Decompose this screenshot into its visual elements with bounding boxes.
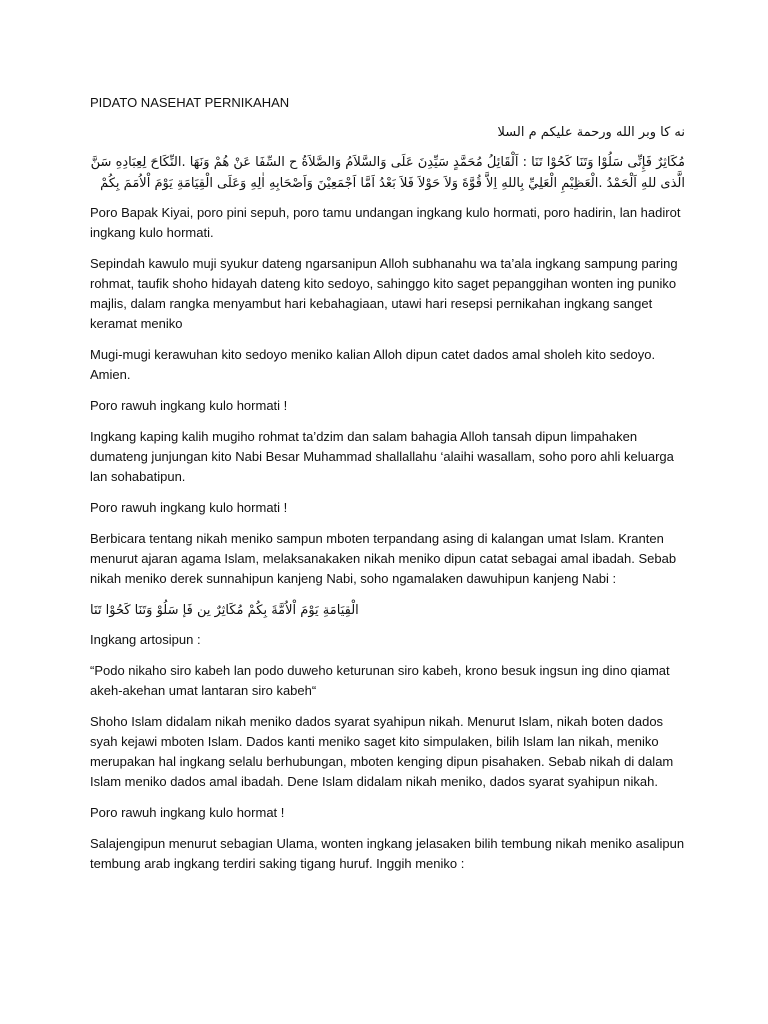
- paragraph-address-2: Poro rawuh ingkang kulo hormati !: [90, 500, 288, 515]
- paragraph-hadith-translation: “Podo nikaho siro kabeh lan podo duweho keturunan siro kabeh, krono besuk ingsun ing dino qiamat akeh-akehan umat lantaran siro kabeh“: [90, 663, 670, 698]
- paragraph-address-3: Poro rawuh ingkang kulo hormat !: [90, 805, 285, 820]
- document-body: [90, 93, 685, 885]
- paragraph-prayer-amal: Mugi-mugi kerawuhan kito sedoyo meniko kalian Alloh dipun catet dados amal sholeh kito sedoyo. Amien.: [90, 347, 656, 382]
- arabic-hadith: الْقِيَامَةِ يَوْمَ اْلاُمَّةَ بِكُمْ مُكَاثِرٌ ىِن فَإ سَلُوْ وَتَنَا كَحُوْا تَنَا: [90, 603, 359, 618]
- arabic-greeting: نه كا وبر الله ورحمة عليكم م السلا: [497, 125, 685, 140]
- paragraph-address-1: Poro rawuh ingkang kulo hormati !: [90, 398, 288, 413]
- paragraph-salawat: Ingkang kaping kalih mugiho rohmat ta’dzim dan salam bahagia Alloh tansah dipun limpahaken dumateng junjungan kito Nabi Besar Muhammad shallallahu ‘alaihi wasallam, soho poro ahli keluarga lan sohabatipun.: [90, 429, 674, 484]
- paragraph-nikah-intro: Berbicara tentang nikah meniko sampun mboten terpandang asing di kalangan umat Islam. Kranten menurut ajaran agama Islam, melaksanakaken nikah meniko dipun catat sebagai amal ibadah. Sebab nikah meniko derek sunnahipun kanjeng Nabi, soho ngamalaken dawuhipun kanjeng Nabi :: [90, 531, 677, 586]
- paragraph-salutation: Poro Bapak Kiyai, poro pini sepuh, poro tamu undangan ingkang kulo hormati, poro hadirin, lan hadirot ingkang kulo hormati.: [90, 205, 681, 240]
- paragraph-islam-nikah: Shoho Islam didalam nikah meniko dados syarat syahipun nikah. Menurut Islam, nikah boten dados syah kejawi mboten Islam. Dados kanti meniko saget kito simpulaken, bilih Islam lan nikah, meniko merupakan hal ingkang selalu berhubungan, mboten kenging dipun pisahaken. Sebab nikah di dalam Islam meniko dados amal ibadah. Dene Islam didalam nikah meniko, dados syarat syahipun nikah.: [90, 714, 674, 789]
- paragraph-gratitude: Sepindah kawulo muji syukur dateng ngarsanipun Alloh subhanahu wa ta’ala ingkang sampung paring rohmat, taufik shoho hidayah dateng kito sedoyo, sahinggo kito saget pepanggihan wonten ing puniko majlis, dalam rangka menyambut hari kebahagiaan, utawi hari resepsi pernikahan ingkang sanget keramat meniko: [90, 256, 678, 331]
- paragraph-ulama: Salajengipun menurut sebagian Ulama, wonten ingkang jelasaken bilih tembung nikah meniko asalipun tembung arab ingkang terdiri saking tigang huruf. Inggih meniko :: [90, 836, 685, 871]
- paragraph-meaning-label: Ingkang artosipun :: [90, 632, 201, 647]
- document-title: PIDATO NASEHAT PERNIKAHAN: [90, 95, 290, 110]
- arabic-opening-prayer: مُكَاثِرٌ فَإِنِّى سَلُوْا وَتَنَا كَحُوْا تَنَا : اَلْقَائِلُ مُحَمَّدٍ سَيِّدِنَ عَلَى وَالسَّلاَمُ وَالصَّلاَةُ ح السِّفَا عَنْ هُمْ وَنَهَا .النِّكَاحَ لِعِبَادِهِ سَنَّ الَّذى للهِ اَلْحَمْدُ .الْعَظِيْمِ الْعَلِيِّ بِاللهِ اِلاَّ قُوَّةَ وَلاَ حَوْلاَ فَلاَ بَعْدُ اَمَّا اَجْمَعِيْنَ وَاَصْحَابِهِ اٰلِهِ وَعَلَى الْقِيَامَةِ يَوْمَ اْلاُمَمَ بِكُمْ: [90, 155, 685, 191]
